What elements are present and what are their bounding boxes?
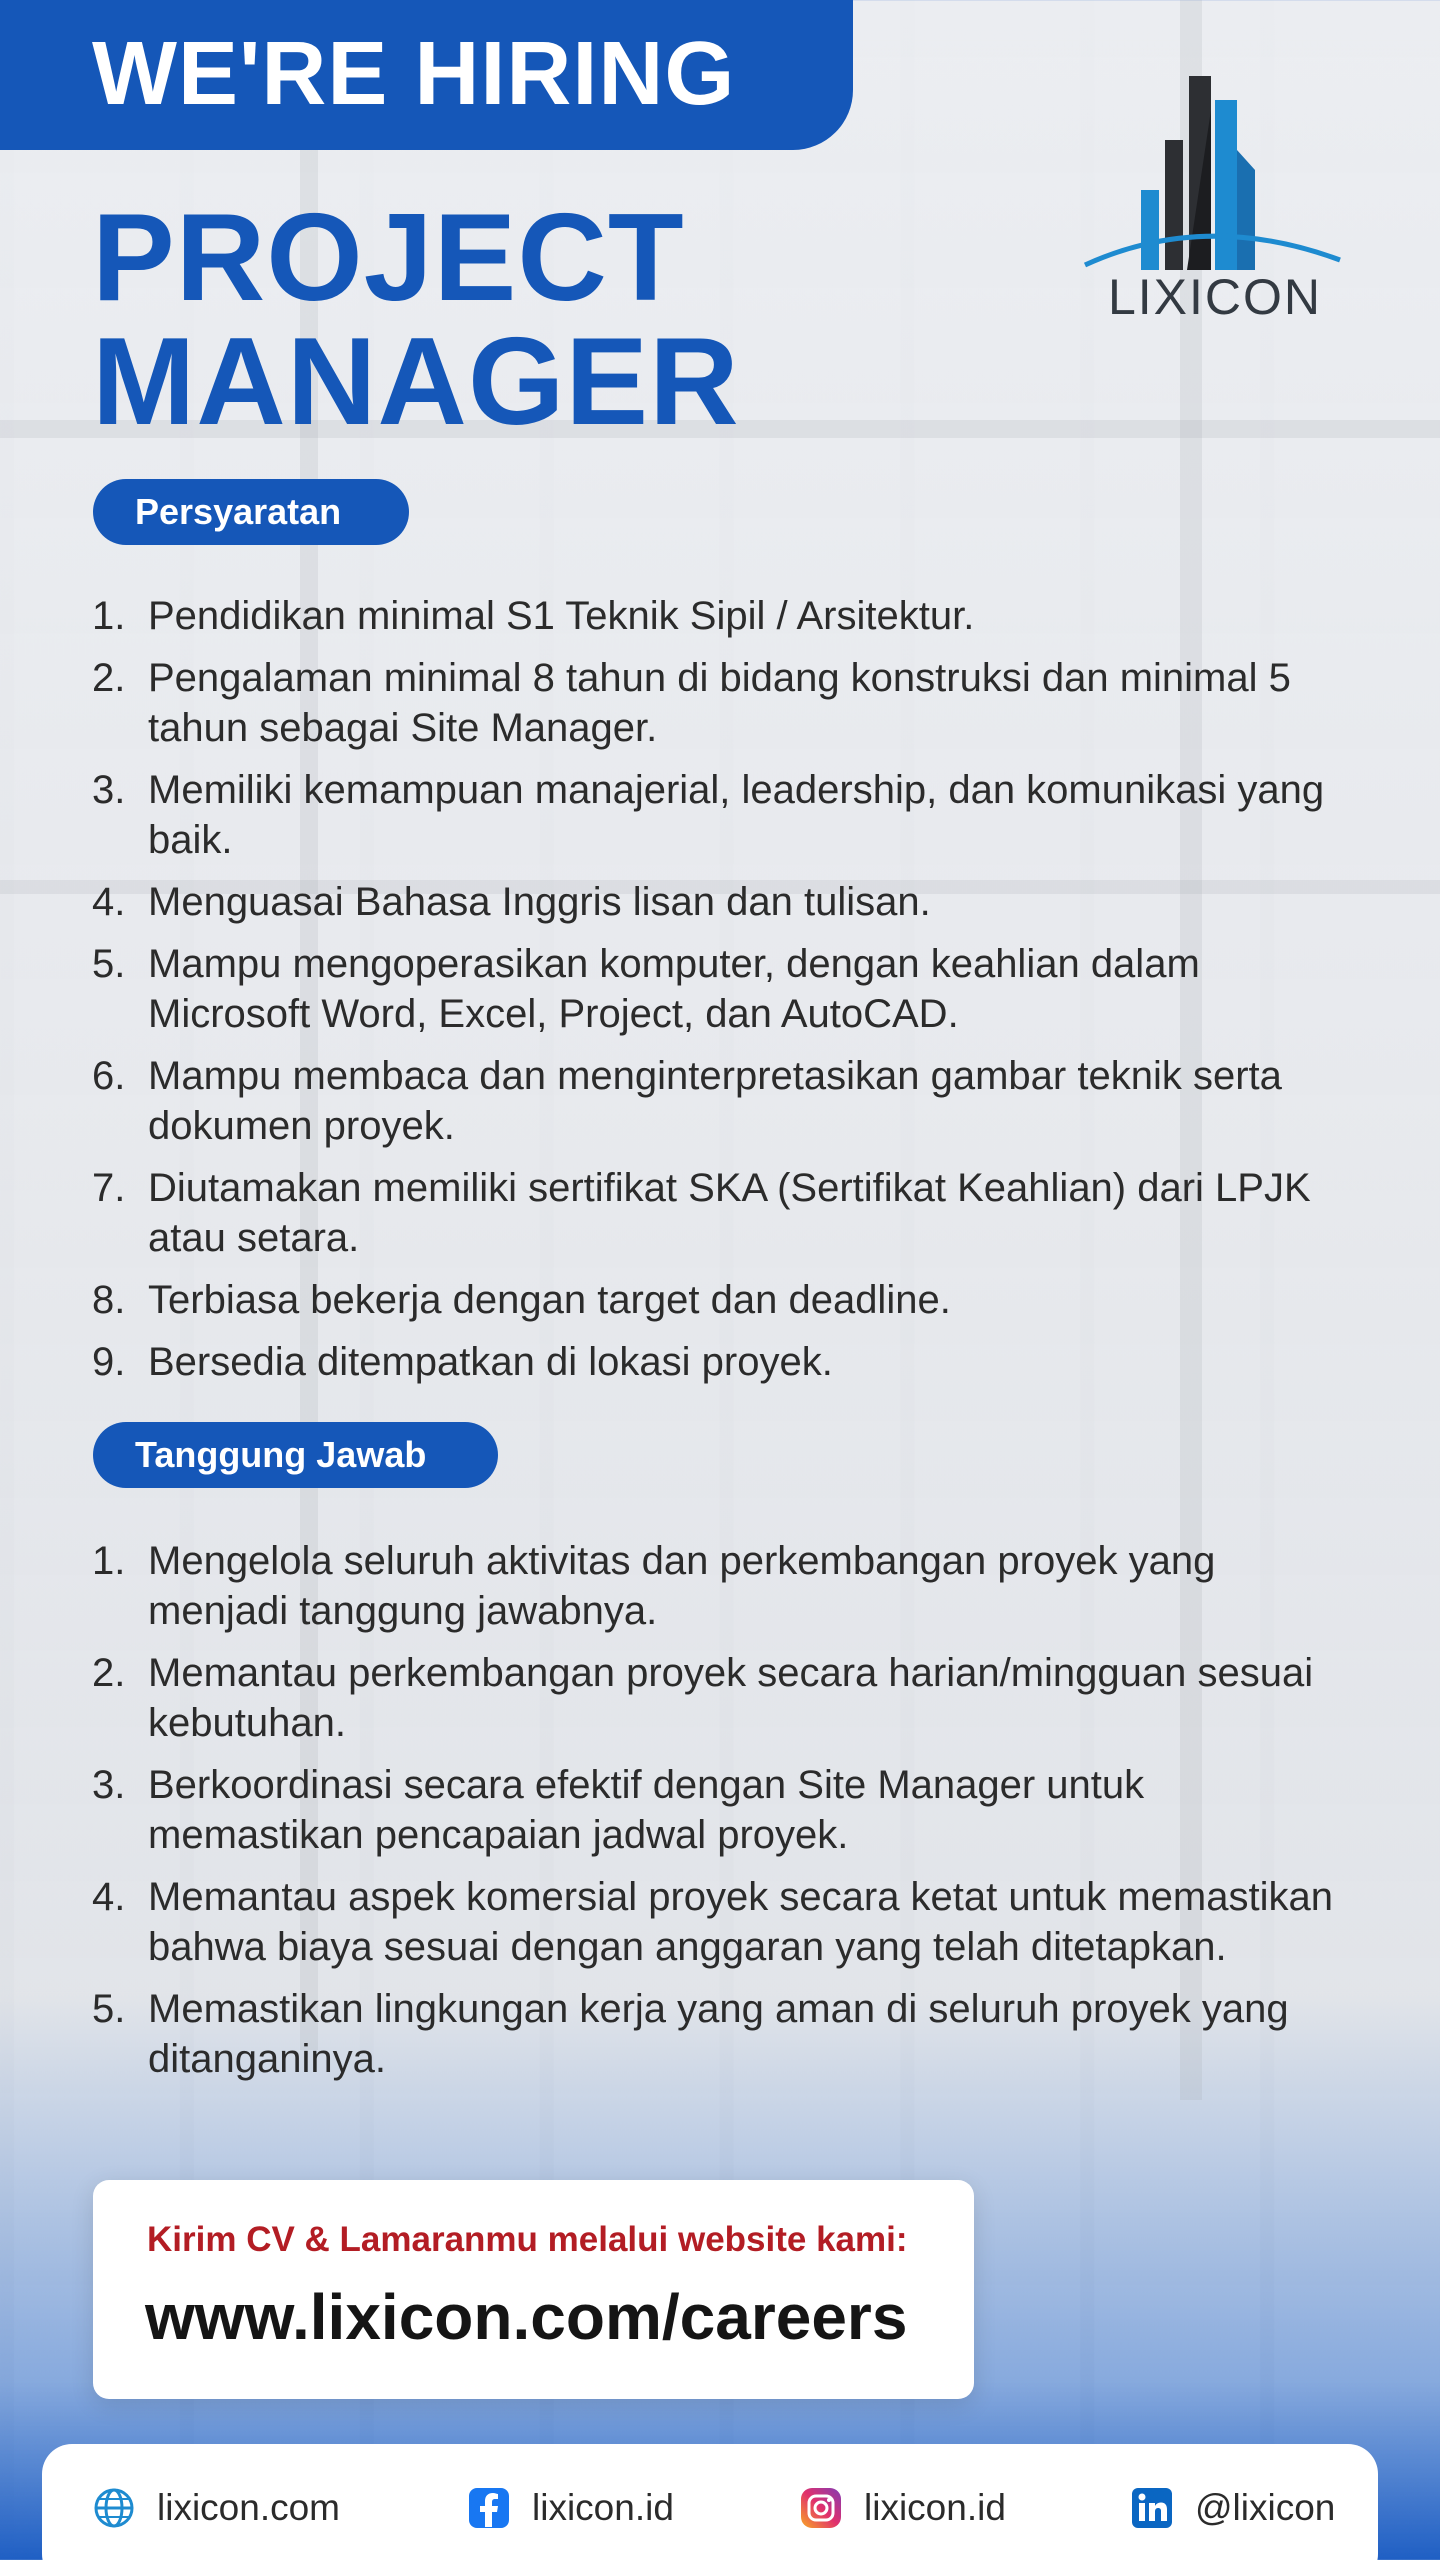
list-item: 4. Memantau aspek komersial proyek secara ketat untuk memastikan bahwa biaya sesuai dengan anggaran yang telah ditetapkan. bbox=[92, 1875, 1333, 1969]
job-title bbox=[92, 189, 740, 451]
list-item: 5. Mampu mengoperasikan komputer, dengan keahlian dalam Microsoft Word, Excel, Project, dan AutoCAD. bbox=[92, 942, 1200, 1036]
website-text: lixicon.com bbox=[157, 2487, 340, 2528]
instagram-link[interactable] bbox=[800, 2480, 1006, 2536]
list-item: 3. Berkoordinasi secara efektif dengan Site Manager untuk memastikan pencapaian jadwal proyek. bbox=[92, 1763, 1145, 1857]
list-item: 3. Memiliki kemampuan manajerial, leadership, dan komunikasi yang baik. bbox=[92, 768, 1325, 862]
website-link[interactable] bbox=[93, 2480, 340, 2536]
hiring-banner bbox=[0, 0, 853, 150]
apply-card bbox=[93, 2180, 974, 2399]
facebook-icon bbox=[468, 2487, 510, 2529]
job-title-line-2: MANAGER bbox=[92, 313, 740, 451]
job-title-line-1: PROJECT bbox=[92, 189, 685, 327]
list-item: 1. Pendidikan minimal S1 Teknik Sipil / Arsitektur. bbox=[92, 594, 975, 638]
list-item: 5. Memastikan lingkungan kerja yang aman di seluruh proyek yang ditanganinya. bbox=[92, 1987, 1289, 2081]
instagram-text: lixicon.id bbox=[864, 2487, 1006, 2528]
list-item: 8. Terbiasa bekerja dengan target dan deadline. bbox=[92, 1278, 951, 1322]
linkedin-link[interactable] bbox=[1131, 2480, 1335, 2536]
list-item: 2. Memantau perkembangan proyek secara harian/mingguan sesuai kebutuhan. bbox=[92, 1651, 1314, 1745]
logo-text: LIXICON bbox=[1107, 269, 1323, 325]
requirements-list bbox=[92, 591, 1352, 1399]
globe-icon bbox=[93, 2487, 135, 2529]
list-item: 2. Pengalaman minimal 8 tahun di bidang konstruksi dan minimal 5 tahun sebagai Site Manager. bbox=[92, 656, 1291, 750]
list-item: 9. Bersedia ditempatkan di lokasi proyek. bbox=[92, 1340, 833, 1384]
facebook-text: lixicon.id bbox=[532, 2487, 674, 2528]
list-item: 1. Mengelola seluruh aktivitas dan perkembangan proyek yang menjadi tanggung jawabnya. bbox=[92, 1539, 1216, 1633]
apply-label: Kirim CV & Lamaranmu melalui website kami: bbox=[147, 2220, 908, 2259]
facebook-link[interactable] bbox=[468, 2480, 674, 2536]
responsibilities-list bbox=[92, 1536, 1352, 2096]
list-item: 4. Menguasai Bahasa Inggris lisan dan tulisan. bbox=[92, 880, 931, 924]
requirements-heading: Persyaratan bbox=[93, 479, 409, 545]
linkedin-icon bbox=[1131, 2487, 1173, 2529]
linkedin-text: @lixicon bbox=[1195, 2487, 1336, 2528]
list-item: 6. Mampu membaca dan menginterpretasikan gambar teknik serta dokumen proyek. bbox=[92, 1054, 1282, 1148]
hiring-label: WE'RE HIRING bbox=[92, 24, 736, 124]
instagram-icon bbox=[800, 2487, 842, 2529]
list-item: 7. Diutamakan memiliki sertifikat SKA (Sertifikat Keahlian) dari LPJK atau setara. bbox=[92, 1166, 1311, 1260]
responsibilities-heading: Tanggung Jawab bbox=[93, 1422, 498, 1488]
careers-link[interactable]: www.lixicon.com/careers bbox=[145, 2281, 908, 2353]
